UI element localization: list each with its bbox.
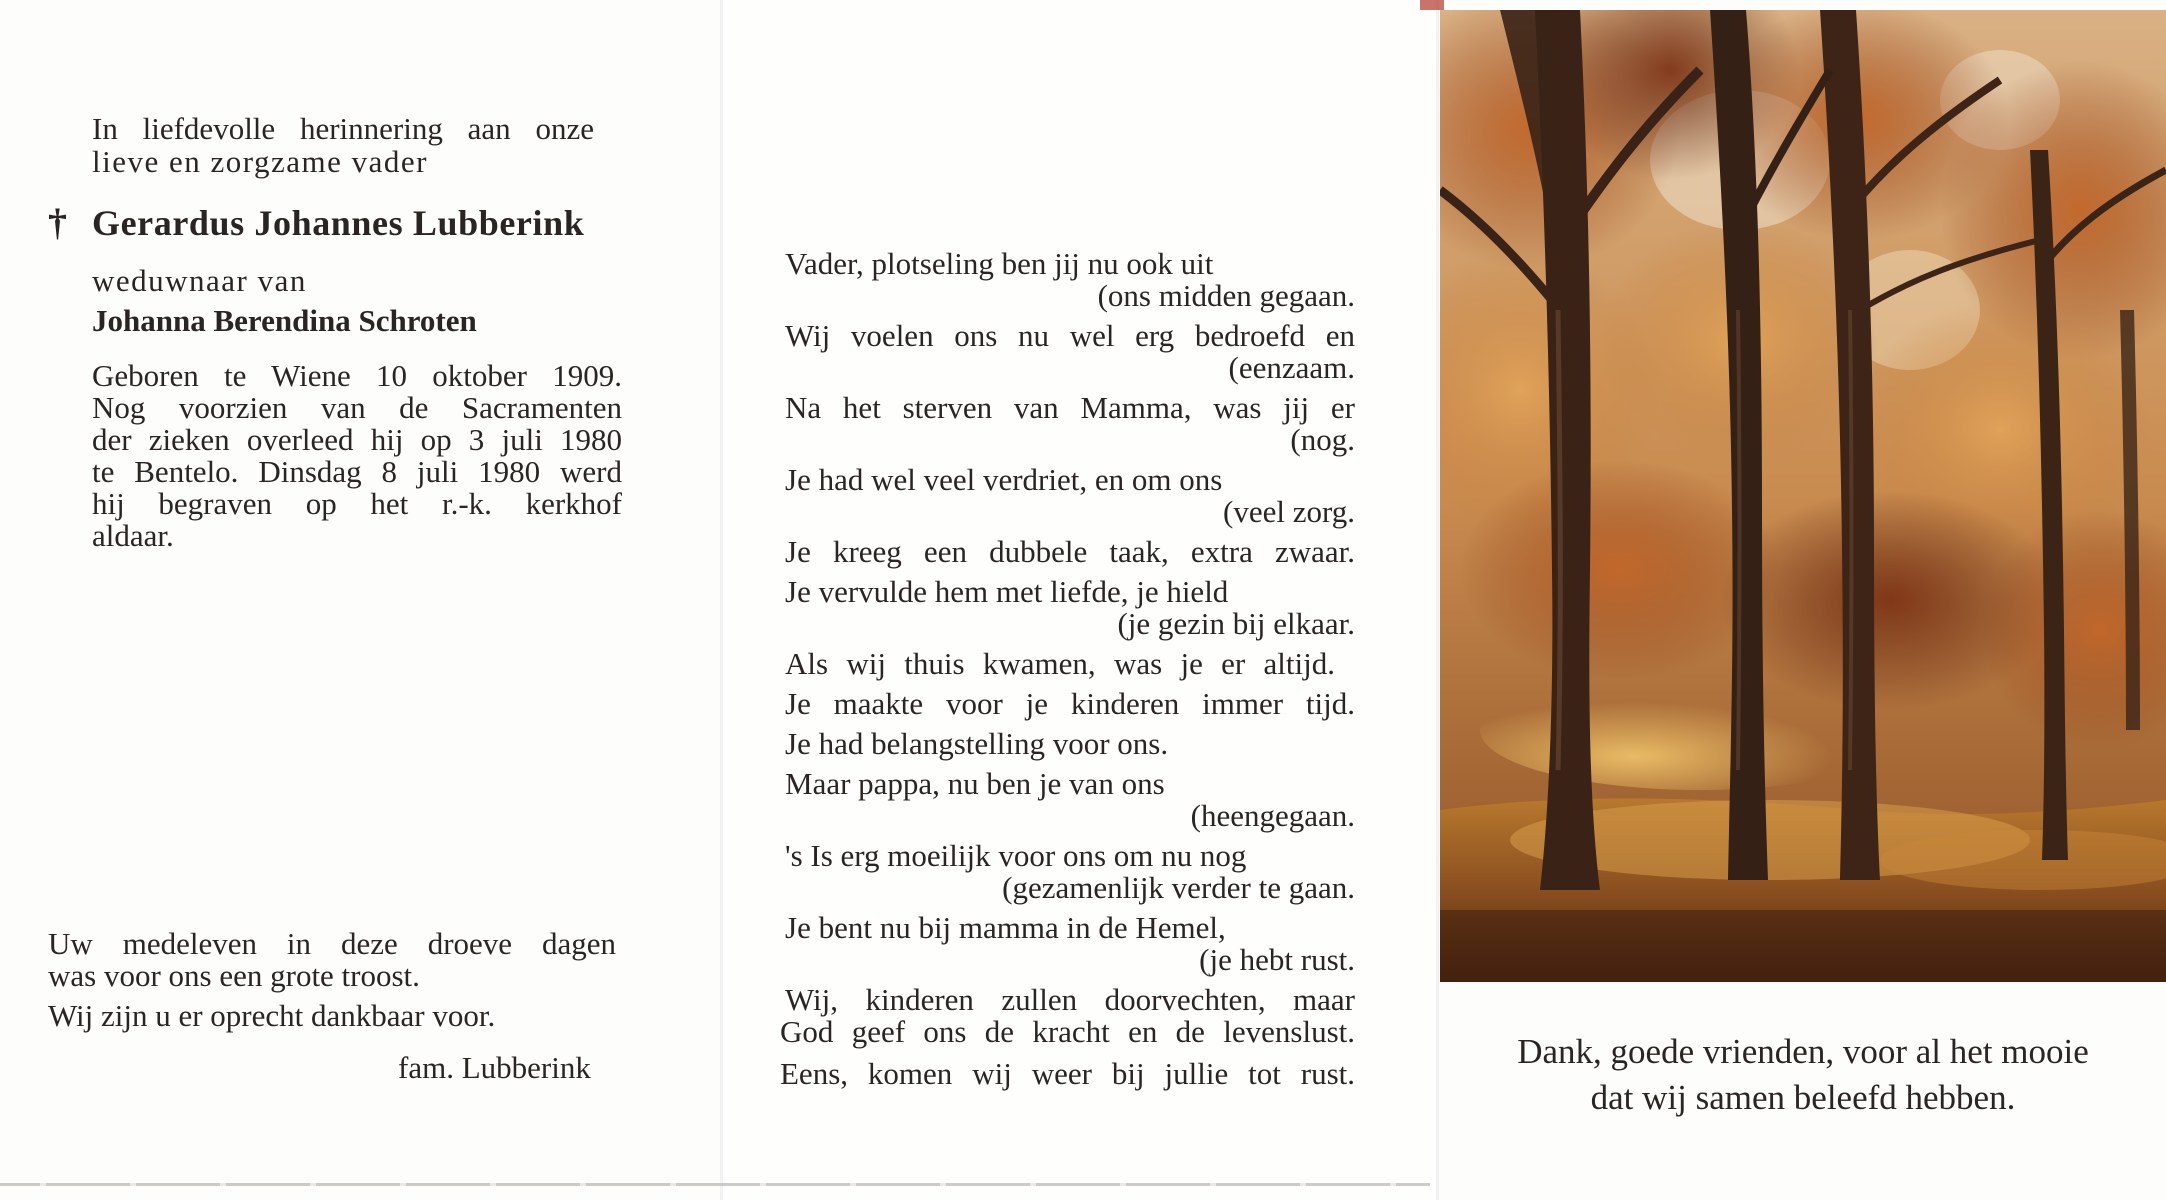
bio-line: hij begraven op het r.-k. kerkhof: [92, 486, 622, 521]
poem-line: Je vervulde hem met liefde, je hield: [785, 574, 1229, 609]
poem-continuation: (gezamenlijk verder te gaan.: [1002, 870, 1355, 905]
bio-line: te Bentelo. Dinsdag 8 juli 1980 werd: [92, 454, 622, 489]
poem-line: Je kreeg een dubbele taak, extra zwaar.: [785, 534, 1355, 569]
bio-line: Geboren te Wiene 10 oktober 1909.: [92, 358, 622, 393]
poem-line: Je had belangstelling voor ons.: [785, 726, 1169, 761]
caption-line: dat wij samen beleefd hebben.: [1590, 1078, 2016, 1117]
poem-line: Je maakte voor je kinderen immer tijd.: [785, 686, 1355, 721]
poem-continuation: (nog.: [1290, 422, 1355, 457]
caption-line: Dank, goede vrienden, voor al het mooie: [1517, 1032, 2089, 1071]
poem-line: Als wij thuis kwamen, was je er altijd.: [785, 646, 1335, 681]
thanks-line: was voor ons een grote troost.: [48, 958, 420, 993]
poem-line: Eens, komen wij weer bij jullie tot rust.: [780, 1056, 1355, 1091]
poem-continuation: (eenzaam.: [1228, 350, 1355, 385]
poem-continuation: (heengegaan.: [1190, 798, 1355, 833]
card-edge: [1420, 0, 1444, 10]
fold-line: [720, 0, 723, 1200]
poem-continuation: (ons midden gegaan.: [1097, 278, 1355, 313]
poem-line: Maar pappa, nu ben je van ons: [785, 766, 1165, 801]
autumn-forest-photo: [1440, 10, 2166, 982]
fold-line: [1436, 0, 1439, 1200]
widower-label: weduwnaar van: [92, 263, 307, 298]
bio-line: aldaar.: [92, 518, 174, 553]
poem-continuation: (veel zorg.: [1223, 494, 1355, 529]
bio-line: Nog voorzien van de Sacramenten: [92, 390, 622, 425]
bottom-edge-line: [0, 1183, 1430, 1186]
deceased-name: Gerardus Johannes Lubberink: [92, 203, 585, 243]
bio-line: der zieken overleed hij op 3 juli 1980: [92, 422, 622, 457]
signature: fam. Lubberink: [398, 1050, 591, 1085]
poem-line: Je bent nu bij mamma in de Hemel,: [785, 910, 1226, 945]
poem-continuation: (je hebt rust.: [1199, 942, 1355, 977]
intro-line: In liefdevolle herinnering aan onze: [92, 111, 594, 146]
thanks-line: Uw medeleven in deze droeve dagen: [48, 926, 616, 961]
poem-line: Vader, plotseling ben jij nu ook uit: [785, 246, 1214, 281]
poem-continuation: (je gezin bij elkaar.: [1117, 606, 1355, 641]
poem-line: Na het sterven van Mamma, was jij er: [785, 390, 1355, 425]
poem-line: 's Is erg moeilijk voor ons om nu nog: [785, 838, 1247, 873]
poem-line: Wij voelen ons nu wel erg bedroefd en: [785, 318, 1355, 353]
poem-line: God geef ons de kracht en de levenslust.: [780, 1014, 1355, 1049]
poem-line: Je had wel veel verdriet, en om ons: [785, 462, 1223, 497]
intro-line: lieve en zorgzame vader: [92, 144, 429, 179]
spouse-name: Johanna Berendina Schroten: [92, 303, 477, 338]
cross-icon: †: [48, 202, 67, 244]
poem-line: Wij, kinderen zullen doorvechten, maar: [785, 982, 1355, 1017]
thanks-line: Wij zijn u er oprecht dankbaar voor.: [48, 998, 496, 1033]
